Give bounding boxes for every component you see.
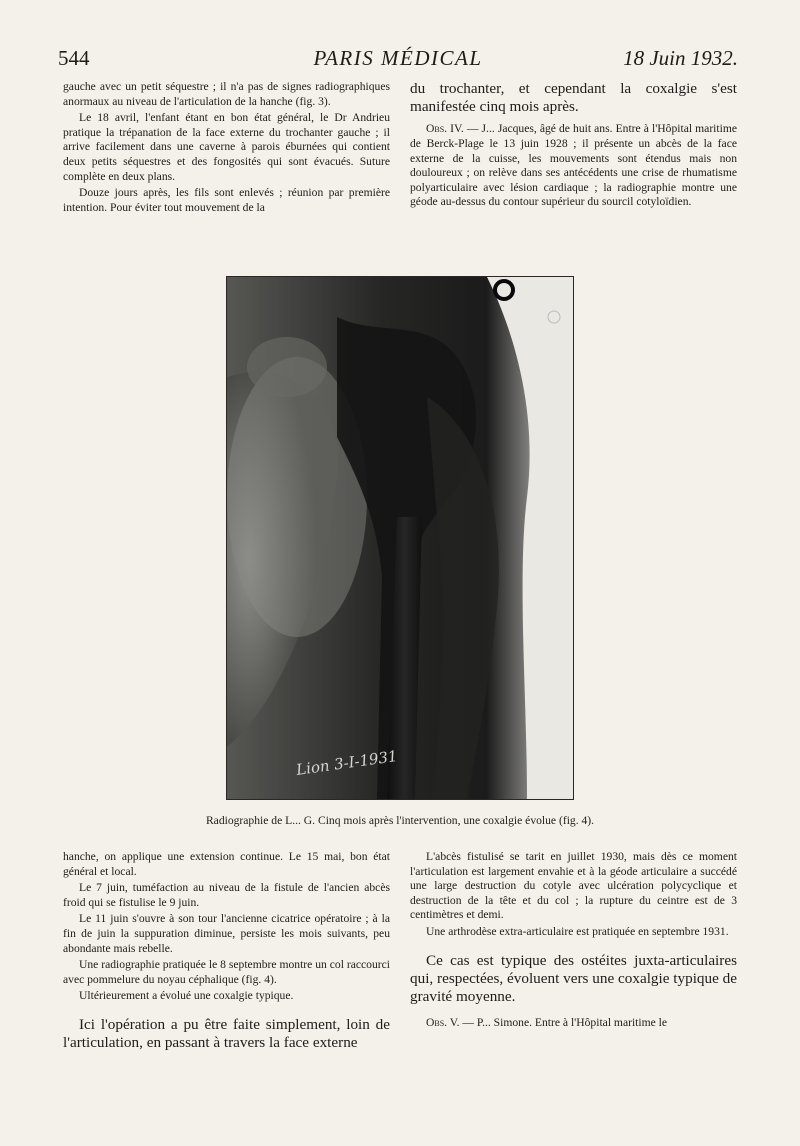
radiograph-figure bbox=[226, 276, 574, 800]
radiograph-image bbox=[227, 277, 573, 799]
observation-label: Obs. V. bbox=[426, 1016, 460, 1030]
observation-text: — P... Simone. Entre à l'Hôpital maritime le bbox=[459, 1016, 668, 1030]
top-right-column bbox=[410, 80, 737, 212]
bottom-right-column bbox=[410, 850, 737, 1033]
page-number: 544 bbox=[58, 46, 90, 70]
paragraph: Une radiographie pratiquée le 8 septembre montre un col raccourci avec pommelure du noyau céphalique (fig. 4). bbox=[63, 958, 390, 986]
paragraph: hanche, on applique une extension continue. Le 15 mai, bon état général et local. bbox=[63, 850, 390, 878]
paragraph: Le 7 juin, tuméfaction au niveau de la fistule de l'ancien abcès froid qui se fistulise le 9 juin. bbox=[63, 881, 390, 909]
paragraph: gauche avec un petit séquestre ; il n'a pas de signes radiographiques anormaux au niveau de l'articulation de la hanche (fig. 3). bbox=[63, 80, 390, 108]
paragraph: L'abcès fistulisé se tarit en juillet 1930, mais dès ce moment l'articulation est largement envahie et à la géode articulaire a succédé une large destruction du cotyle avec ulcération polycyclique et destruction de la tête et du col ; la rupture du ceintre est de 3 centimètres et demi. bbox=[410, 850, 737, 922]
top-left-column bbox=[63, 80, 390, 217]
paragraph: Ce cas est typique des ostéites juxta-articulaires qui, respectées, évoluent vers une coxalgie typique de gravité moyenne. bbox=[410, 951, 737, 1005]
paragraph: Une arthrodèse extra-articulaire est pratiquée en septembre 1931. bbox=[426, 924, 729, 938]
observation-iv bbox=[410, 122, 737, 210]
observation-label: Obs. IV. bbox=[426, 122, 464, 136]
figure-caption: Radiographie de L... G. Cinq mois après l'intervention, une coxalgie évolue (fig. 4). bbox=[205, 814, 595, 827]
observation-text: — J... Jacques, âgé de huit ans. Entre à l'Hôpital maritime de Berck-Plage le 13 juin 1928 ; il présente un abcès de la face externe de la cuisse, les mouvements sont étendus mais non douloureux ; on relève dans ses antécédents une crise de rhumatisme polyarticulaire avec lésion cardiaque ; la radiographie montre une géode au-dessus du contour supérieur du sourcil cotyloïdien. bbox=[410, 122, 738, 209]
paragraph: Le 18 avril, l'enfant étant en bon état général, le Dr Andrieu pratique la trépanation de la face externe du trochanter gauche ; il arrive facilement dans une caverne à parois éburnées qui contient deux petits séquestres et des fongosités qui sont évacués. Suture complète en deux plans. bbox=[63, 111, 390, 183]
paragraph: Le 11 juin s'ouvre à son tour l'ancienne cicatrice opératoire ; à la fin de juin la suppuration diminue, persiste les mois suivants, peu abondante mais rebelle. bbox=[63, 912, 390, 955]
journal-title: PARIS MÉDICAL bbox=[313, 46, 483, 70]
paragraph: Douze jours après, les fils sont enlevés ; réunion par première intention. Pour éviter tout mouvement de la bbox=[63, 186, 390, 214]
observation-v bbox=[410, 1016, 737, 1031]
bottom-left-column bbox=[63, 850, 390, 1054]
paragraph: Ici l'opération a pu être faite simplement, loin de l'articulation, en passant à travers la face externe bbox=[63, 1015, 390, 1052]
paragraph: du trochanter, et cependant la coxalgie s'est manifestée cinq mois après. bbox=[410, 80, 737, 116]
paragraph: Ultérieurement a évolué une coxalgie typique. bbox=[79, 989, 294, 1003]
radiograph-inscription: Lion 3-I-1931 bbox=[295, 746, 399, 779]
page-header bbox=[58, 44, 738, 74]
issue-date: 18 Juin 1932. bbox=[623, 46, 738, 70]
